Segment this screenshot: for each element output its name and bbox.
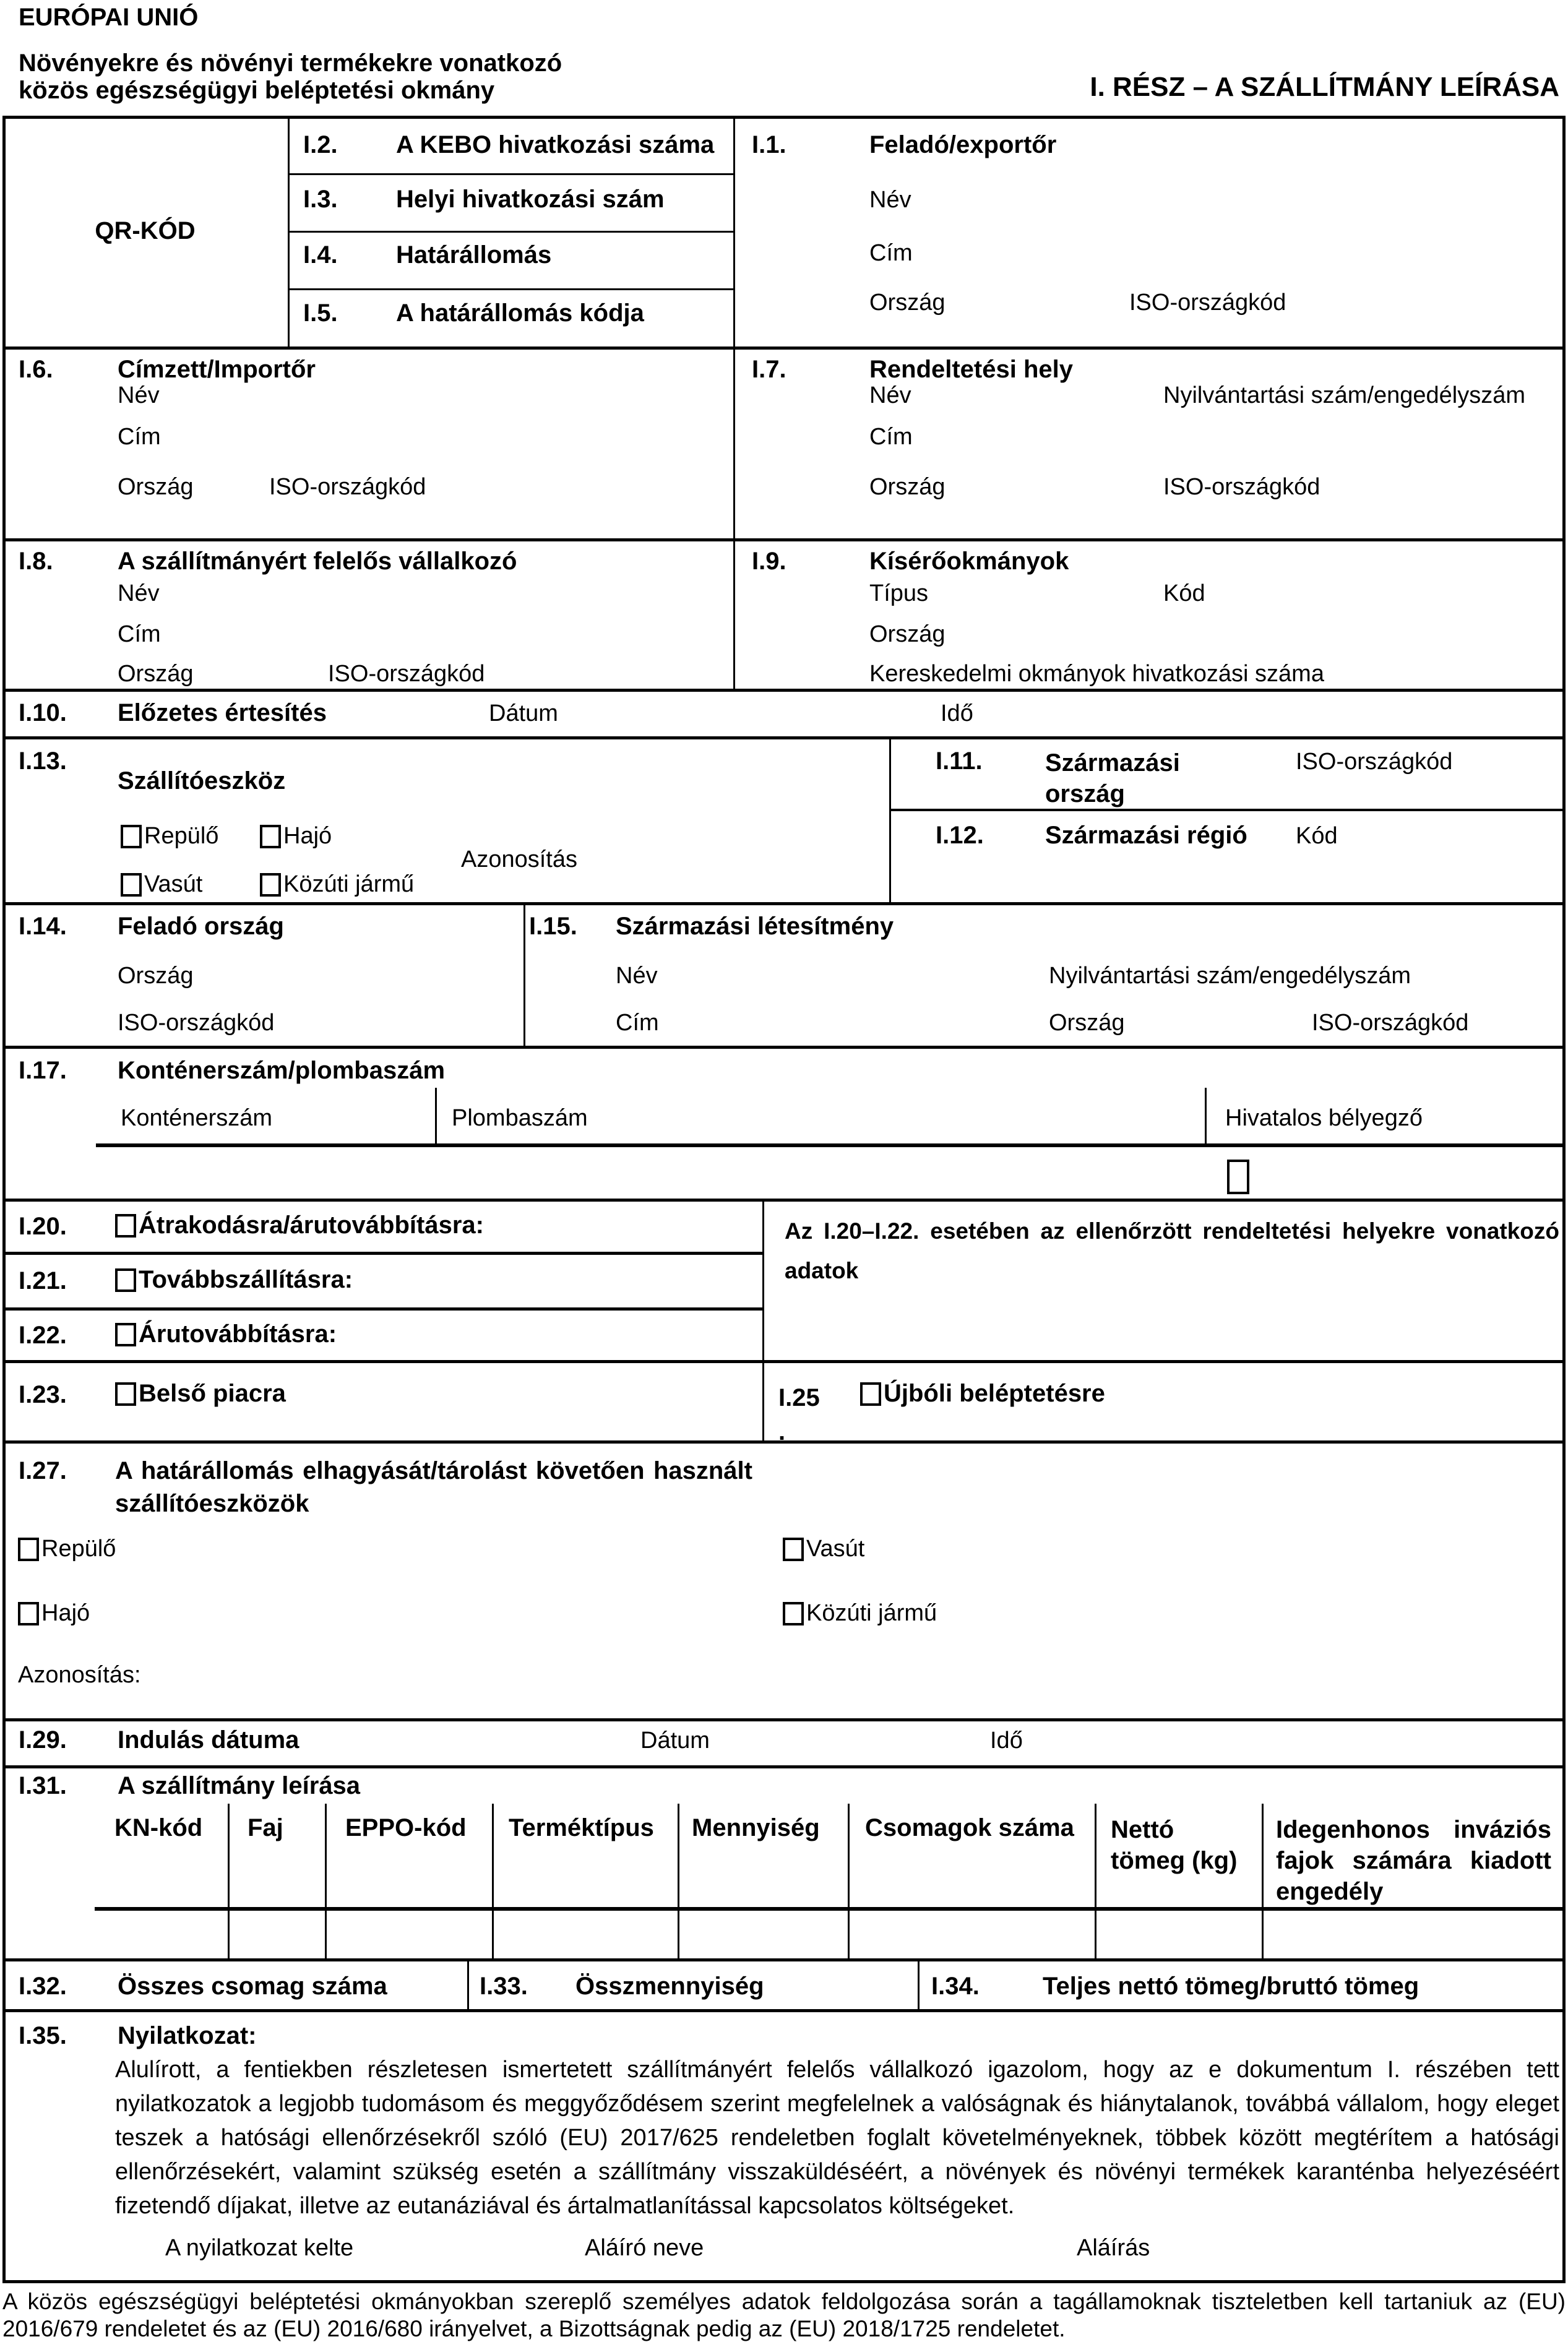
eu-label: EURÓPAI UNIÓ: [19, 4, 199, 31]
divider-line: [2, 1765, 1566, 1768]
i35-title: Nyilatkozat:: [118, 2022, 257, 2049]
divider-line: [2, 736, 1566, 739]
i27-vasut-label: Vasút: [806, 1536, 865, 1562]
divider-line: [918, 1958, 920, 2009]
i20-checkbox[interactable]: [115, 1214, 136, 1238]
i22-checkbox[interactable]: [115, 1323, 136, 1346]
i29-number: I.29.: [19, 1726, 67, 1754]
privacy-footnote: A közös egészségügyi beléptetési okmányokban szereplő személyes adatok feldolgozása során a tagállamoknak tiszteletben kell tartaniuk az (EU) 2016/679 rendeletet és az (EU) 2016/680 irányelvet, a Bizottságnak pedig az (EU) 2018/1725 rendeletet.: [2, 2289, 1566, 2341]
i17-number: I.17.: [19, 1057, 67, 1084]
i17-stamp-label: Hivatalos bélyegző: [1225, 1105, 1423, 1131]
divider-line: [288, 231, 733, 233]
i3-number: I.3.: [303, 186, 338, 213]
i33-number: I.33.: [480, 1973, 528, 2000]
i20-title: Átrakodásra/árutovábbításra:: [139, 1212, 484, 1239]
i25-checkbox[interactable]: [860, 1382, 881, 1406]
goods-col-idegenhonos: Idegenhonos inváziós fajok számára kiadott engedély: [1276, 1816, 1551, 1905]
i9-code-label[interactable]: Kód: [1163, 580, 1205, 606]
part-title: I. RÉSZ – A SZÁLLÍTMÁNY LEÍRÁSA: [1090, 72, 1559, 102]
i21-title: Továbbszállításra:: [139, 1266, 353, 1293]
i14-country-label[interactable]: Ország: [118, 963, 194, 989]
divider-line: [889, 736, 891, 902]
i10-date-label[interactable]: Dátum: [489, 700, 558, 726]
i13-title: Szállítóeszköz: [118, 767, 286, 794]
i23-option: [115, 1380, 286, 1408]
i14-iso-label[interactable]: ISO-országkód: [118, 1010, 275, 1036]
i7-country-label[interactable]: Ország: [869, 474, 946, 500]
divider-line: [435, 1088, 437, 1143]
divider-line: [523, 902, 525, 1046]
i8-number: I.8.: [19, 548, 53, 575]
i6-title: Címzett/Importőr: [118, 356, 316, 383]
divider-line: [2, 1718, 1566, 1721]
i27-repulo-checkbox[interactable]: [18, 1538, 39, 1561]
i9-title: Kísérőokmányok: [869, 548, 1069, 575]
i7-iso-label[interactable]: ISO-országkód: [1163, 474, 1320, 500]
i6-number: I.6.: [19, 356, 53, 383]
i17-container-label[interactable]: Konténerszám: [121, 1105, 273, 1131]
i6-country-label[interactable]: Ország: [118, 474, 194, 500]
i25-option: [860, 1380, 1105, 1408]
i8-name-label[interactable]: Név: [118, 580, 160, 606]
divider-line: [2, 1958, 1566, 1961]
i34-title: Teljes nettó tömeg/bruttó tömeg: [1043, 1973, 1419, 2000]
i35-number: I.35.: [19, 2022, 67, 2049]
i12-code-label[interactable]: Kód: [1296, 823, 1338, 849]
i20-number: I.20.: [19, 1213, 67, 1240]
i6-iso-label[interactable]: ISO-országkód: [269, 474, 426, 500]
i4-title: Határállomás: [396, 241, 552, 269]
i33-title: Összmennyiség: [575, 1973, 764, 2000]
i13-hajo-label: Hajó: [283, 823, 332, 849]
i8-iso-label[interactable]: ISO-országkód: [328, 661, 485, 687]
divider-line: [288, 288, 733, 290]
i34-number: I.34.: [931, 1973, 980, 2000]
i15-number: I.15.: [529, 913, 577, 940]
goods-col-csomagok: Csomagok száma: [865, 1814, 1074, 1841]
i27-hajo-label: Hajó: [41, 1600, 90, 1626]
i8-address-label[interactable]: Cím: [118, 621, 161, 647]
i20-i22-note: Az I.20–I.22. esetében az ellenőrzött rendeltetési helyekre vonatkozó adatok: [785, 1218, 1559, 1283]
i1-name-label[interactable]: Név: [869, 187, 911, 213]
i11-title: Származási ország: [1045, 749, 1180, 807]
divider-line: [2, 2009, 1566, 2012]
i7-title: Rendeltetési hely: [869, 356, 1074, 383]
divider-line: [678, 1804, 679, 1958]
i14-title: Feladó ország: [118, 913, 284, 940]
i5-number: I.5.: [303, 299, 338, 327]
i21-number: I.21.: [19, 1267, 67, 1294]
i27-hajo-checkbox[interactable]: [18, 1602, 39, 1625]
signer-name-label[interactable]: Aláíró neve: [585, 2235, 704, 2261]
i27-kozuti-checkbox[interactable]: [783, 1602, 804, 1625]
i17-seal-label[interactable]: Plombaszám: [452, 1105, 588, 1131]
divider-line: [2, 347, 1566, 350]
goods-col-faj: Faj: [248, 1814, 283, 1841]
i29-time-label[interactable]: Idő: [990, 1728, 1023, 1754]
i17-title: Konténerszám/plombaszám: [118, 1057, 446, 1084]
i27-kozuti-label: Közúti jármű: [806, 1600, 937, 1626]
i27-title-line2: szállítóeszközök: [115, 1490, 309, 1517]
divider-line: [96, 1143, 1563, 1147]
qr-label: QR-KÓD: [95, 217, 196, 244]
i29-date-label[interactable]: Dátum: [640, 1728, 710, 1754]
i15-title: Származási létesítmény: [616, 913, 894, 940]
divider-line: [325, 1804, 327, 1958]
i13-repulo-checkbox[interactable]: [121, 825, 142, 848]
i7-address-label[interactable]: Cím: [869, 424, 913, 450]
i1-number: I.1.: [752, 131, 786, 158]
i31-title: A szállítmány leírása: [118, 1772, 361, 1799]
i25-title: Újbóli beléptetésre: [884, 1380, 1105, 1407]
i6-name-label[interactable]: Név: [118, 382, 160, 408]
divider-line: [1262, 1804, 1264, 1958]
i22-title: Árutovábbításra:: [139, 1320, 337, 1348]
i27-hajo-option: [18, 1600, 90, 1627]
i7-name-label[interactable]: Név: [869, 382, 911, 408]
i13-hajo-option: [260, 823, 332, 850]
i1-country-label[interactable]: Ország: [869, 290, 946, 316]
i10-title: Előzetes értesítés: [118, 699, 327, 726]
goods-col-kn: KN-kód: [114, 1814, 203, 1841]
i13-repulo-label: Repülő: [144, 823, 219, 849]
divider-line: [492, 1804, 494, 1958]
i15-name-label[interactable]: Név: [616, 963, 658, 989]
i25-number: [778, 1381, 828, 1449]
divider-line: [2, 1252, 764, 1255]
i13-vasut-checkbox[interactable]: [121, 873, 142, 897]
i23-title: Belső piacra: [139, 1380, 286, 1407]
i20-option: [115, 1212, 484, 1239]
official-stamp-checkbox[interactable]: [1227, 1160, 1249, 1194]
i8-title: A szállítmányért felelős vállalkozó: [118, 548, 517, 575]
i32-title: Összes csomag száma: [118, 1973, 387, 2000]
divider-line: [2, 902, 1566, 905]
divider-line: [2, 1360, 1566, 1363]
i1-iso-label[interactable]: ISO-országkód: [1129, 290, 1286, 316]
i3-title: Helyi hivatkozási szám: [396, 186, 665, 213]
i10-time-label[interactable]: Idő: [941, 700, 973, 726]
i29-title: Indulás dátuma: [118, 1726, 299, 1754]
i27-identification-label[interactable]: Azonosítás:: [18, 1662, 141, 1688]
i25-number-line2: .: [778, 1418, 786, 1445]
divider-line: [95, 1907, 1566, 1911]
i27-repulo-label: Repülő: [41, 1536, 116, 1562]
i35-declaration-text: Alulírott, a fentiekben részletesen ismertetett szállítmányért felelős vállalkozó igazolom, hogy az e dokumentum I. részében tett nyilatkozatok a legjobb tudomásom és meggyőződésem szerint megfelelnek a valóságnak és hiánytalanok, továbbá vállalom, hogy eleget teszek a hatósági ellenőrzésekről szóló (EU) 2017/625 rendeletben foglalt követelményeknek, többek között megtérítem a hatósági ellenőrzésekért, valamint szükség esetén a szállítmány visszaküldéséért, a növények és növényi termékek karanténba helyezéséért fizetendő díjakat, illetve az eutanáziával és ártalmatlanítással kapcsolatos költségeket.: [115, 2057, 1559, 2219]
i23-checkbox[interactable]: [115, 1382, 136, 1406]
i15-country-label[interactable]: Ország: [1049, 1010, 1125, 1036]
divider-line: [2, 1199, 1566, 1202]
divider-line: [848, 1804, 850, 1958]
divider-line: [762, 1199, 764, 1440]
divider-line: [2, 689, 1566, 692]
i13-number: I.13.: [19, 747, 67, 775]
i12-title: Származási régió: [1045, 822, 1247, 849]
i21-option: [115, 1266, 353, 1294]
i23-number: I.23.: [19, 1381, 67, 1408]
i11-number: I.11.: [936, 747, 983, 775]
i22-option: [115, 1320, 337, 1348]
i9-number: I.9.: [752, 548, 786, 575]
i15-address-label[interactable]: Cím: [616, 1010, 659, 1036]
i7-number: I.7.: [752, 356, 786, 383]
i21-checkbox[interactable]: [115, 1268, 136, 1292]
i2-number: I.2.: [303, 131, 338, 158]
goods-col-netto: Nettó tömeg (kg): [1111, 1816, 1238, 1874]
i5-title: A határállomás kódja: [396, 299, 644, 327]
i6-address-label[interactable]: Cím: [118, 424, 161, 450]
goods-col-termektipus: Terméktípus: [509, 1814, 654, 1841]
i1-address-label[interactable]: Cím: [869, 240, 913, 266]
i15-registration-label[interactable]: Nyilvántartási szám/engedélyszám: [1049, 963, 1411, 989]
divider-line: [2, 1307, 764, 1311]
i27-repulo-option: [18, 1536, 116, 1562]
i25-number-line1: I.25: [778, 1384, 820, 1411]
divider-line: [467, 1958, 469, 2009]
doc-title-line1: Növényekre és növényi termékekre vonatkozó: [19, 50, 562, 77]
i27-vasut-checkbox[interactable]: [783, 1538, 804, 1561]
divider-line: [2, 1046, 1566, 1049]
i13-repulo-option: [121, 823, 218, 850]
i13-vasut-label: Vasút: [144, 871, 203, 897]
i13-kozuti-checkbox[interactable]: [260, 873, 281, 897]
i13-identification-label[interactable]: Azonosítás: [461, 846, 577, 872]
i13-vasut-option: [121, 871, 202, 898]
divider-line: [733, 116, 735, 689]
divider-line: [288, 173, 733, 175]
i22-number: I.22.: [19, 1322, 67, 1349]
i27-title-line1: A határállomás elhagyását/tárolást követően használt: [115, 1457, 752, 1484]
i31-number: I.31.: [19, 1772, 67, 1799]
divider-line: [1205, 1088, 1207, 1143]
i2-title: A KEBO hivatkozási száma: [396, 131, 715, 158]
declaration-date-label[interactable]: A nyilatkozat kelte: [165, 2235, 354, 2261]
goods-col-eppo: EPPO-kód: [345, 1814, 467, 1841]
i7-registration-label[interactable]: Nyilvántartási szám/engedélyszám: [1163, 382, 1526, 408]
i13-kozuti-label: Közúti jármű: [283, 871, 415, 897]
i11-iso-label[interactable]: ISO-országkód: [1296, 749, 1453, 775]
doc-title-line2: közös egészségügyi beléptetési okmány: [19, 77, 495, 104]
i9-country-label[interactable]: Ország: [869, 621, 946, 647]
i27-vasut-option: [783, 1536, 864, 1562]
i8-country-label[interactable]: Ország: [118, 661, 194, 687]
i15-iso-label[interactable]: ISO-országkód: [1312, 1010, 1469, 1036]
i12-number: I.12.: [936, 822, 984, 849]
i13-kozuti-option: [260, 871, 414, 898]
divider-line: [2, 538, 1566, 541]
goods-col-mennyiseg: Mennyiség: [692, 1814, 820, 1841]
qr-code-placeholder: [2, 116, 288, 347]
i4-number: I.4.: [303, 241, 338, 269]
divider-line: [1095, 1804, 1096, 1958]
i13-hajo-checkbox[interactable]: [260, 825, 281, 848]
i27-number: I.27.: [19, 1457, 67, 1484]
signature-label[interactable]: Aláírás: [1077, 2235, 1150, 2261]
i32-number: I.32.: [19, 1973, 67, 2000]
divider-line: [288, 116, 290, 347]
i9-type-label[interactable]: Típus: [869, 580, 929, 606]
i27-kozuti-option: [783, 1600, 937, 1627]
i1-title: Feladó/exportőr: [869, 131, 1057, 158]
i14-number: I.14.: [19, 913, 67, 940]
divider-line: [228, 1804, 230, 1958]
i9-commercial-ref-label[interactable]: Kereskedelmi okmányok hivatkozási száma: [869, 661, 1324, 687]
i10-number: I.10.: [19, 699, 67, 726]
